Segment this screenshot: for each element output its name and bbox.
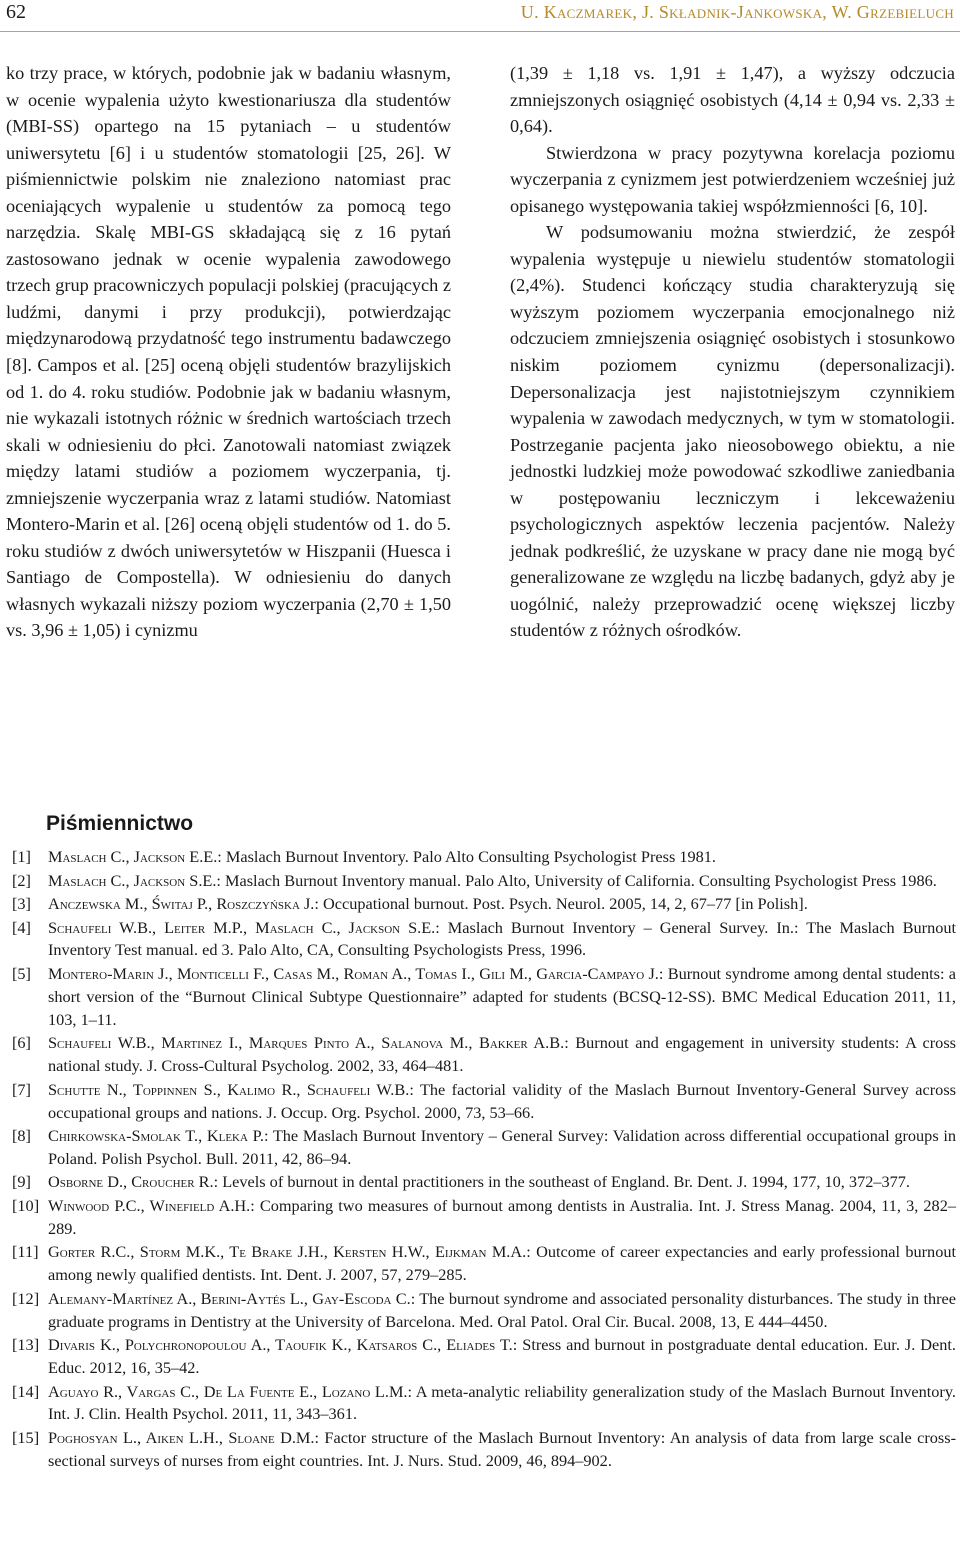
reference-text: : Burnout and engagement in university students: A cross national study. J. Cross-Cultural Psycholog. 2002, 33, 464–481. bbox=[48, 1033, 956, 1076]
reference-authors: Gorter R.C., Storm M.K., Te Brake J.H., Kersten H.W., Eijkman M.A. bbox=[48, 1242, 527, 1262]
reference-authors: Aguayo R., Vargas C., De La Fuente E., Lozano L.M. bbox=[48, 1381, 408, 1401]
reference-authors: Divaris K., Polychronopoulou A., Taoufik K., Katsaros C., Eliades T. bbox=[48, 1335, 513, 1355]
reference-number: [13] bbox=[12, 1335, 40, 1355]
reference-number: [15] bbox=[12, 1427, 40, 1447]
reference-text: : Levels of burnout in dental practitioners in the southeast of England. Br. Dent. J. 1994, 177, 10, 372–377. bbox=[213, 1172, 910, 1192]
reference-item bbox=[12, 1241, 956, 1287]
reference-item bbox=[12, 1381, 956, 1427]
reference-authors: Schaufeli W.B., Martinez I., Marques Pinto A., Salanova M., Bakker A.B. bbox=[48, 1033, 565, 1053]
header-rule bbox=[0, 31, 960, 32]
reference-text: : Maslach Burnout Inventory. Palo Alto Consulting Psychologist Press 1981. bbox=[217, 847, 716, 866]
reference-number: [9] bbox=[12, 1172, 31, 1192]
reference-text: : Stress and burnout in postgraduate dental education. Eur. J. Dent. Educ. 2012, 16, 35–42. bbox=[48, 1335, 956, 1378]
page-header bbox=[0, 0, 960, 32]
reference-number: [1] bbox=[12, 847, 31, 866]
reference-item bbox=[12, 1079, 956, 1125]
reference-text: : Comparing two measures of burnout among dentists in Australia. Int. J. Stress Manag. 2004, 11, 3, 282–289. bbox=[48, 1195, 956, 1238]
reference-item bbox=[12, 1334, 956, 1380]
reference-item bbox=[12, 963, 956, 1032]
reference-number: [4] bbox=[12, 917, 31, 937]
reference-item bbox=[12, 1032, 956, 1078]
reference-item bbox=[12, 1427, 956, 1473]
reference-number: [8] bbox=[12, 1126, 31, 1146]
paragraph: (1,39 ± 1,18 vs. 1,91 ± 1,47), a wyższy odczucia zmniejszonych osiągnięć osobistych (4,14 ± 0,94 vs. 2,33 ± 0,64). bbox=[510, 63, 955, 137]
reference-text: : The Maslach Burnout Inventory – General Survey: Validation across differential occupational groups in Poland. Polish Psychol. Bull. 2011, 42, 86–94. bbox=[48, 1126, 956, 1168]
reference-item bbox=[12, 1171, 956, 1194]
reference-text: : A meta-analytic reliability generalization study of the Maslach Burnout Inventory. Int. J. Clin. Health Psychol. 2011, 11, 343–361. bbox=[48, 1381, 957, 1424]
running-head-authors: U. Kaczmarek, J. Składnik-Jankowska, W. Grzebieluch bbox=[520, 2, 954, 22]
reference-authors: Schaufeli W.B., Leiter M.P., Maslach C., Jackson S.E. bbox=[48, 917, 436, 937]
reference-authors: Montero-Marin J., Monticelli F., Casas M., Roman A., Tomas I., Gili M., Garcia-Campayo J. bbox=[48, 963, 659, 983]
reference-text: : The burnout syndrome and associated personality disturbances. The study in three graduate programs in Dentistry at the University of Barcelona. Med. Oral Patol. Oral Cir. Bucal. 2008, 13, E 444–4450. bbox=[48, 1288, 956, 1331]
reference-number: [12] bbox=[12, 1288, 40, 1308]
reference-text: : Factor structure of the Maslach Burnout Inventory: An analysis of data from large scale cross-sectional surveys of nurses from eight countries. Int. J. Nurs. Stud. 2009, 46, 894–902. bbox=[48, 1427, 956, 1470]
reference-authors: Chirkowska-Smolak T., Kleka P. bbox=[48, 1126, 264, 1146]
reference-authors: Osborne D., Croucher R. bbox=[48, 1172, 214, 1192]
reference-item bbox=[12, 1125, 956, 1171]
reference-authors: Maslach C., Jackson S.E. bbox=[48, 870, 217, 890]
reference-number: [10] bbox=[12, 1195, 40, 1215]
reference-authors: Maslach C., Jackson E.E. bbox=[48, 847, 218, 866]
paragraph: W podsumowaniu można stwierdzić, że zespół wypalenia występuje u niewielu studentów stomatologii (2,4%). Studenci kończący studia charakteryzują się wyższym poziomem wyczerpania emocjonalnego niż odczuciem zmniejszenia osiągnięć osobistych i stosunkowo niskim poziomem cynizmu (depersonalizacji). Depersonalizacja jest najistotniejszym czynnikiem wypalenia w zawodach medycznych, w tym w stomatologii. Postrzeganie pacjenta jako nieosobowego obiektu, a nie jednostki ludzkiej może powodować szkodliwe zaniedbania w postępowaniu leczniczym i lekceważeniu psychologicznych aspektów leczenia pacjentów. Należy jednak podkreślić, że uzyskane w pracy dane nie mogą być generalizowane ze względu na liczbę badanych, gdyż aby je uogólnić, należy przeprowadzić ocenę większej liczby studentów z różnych ośrodków. bbox=[510, 222, 955, 641]
right-column bbox=[510, 60, 955, 644]
reference-text: : Occupational burnout. Post. Psych. Neurol. 2005, 14, 2, 67–77 [in Polish]. bbox=[314, 894, 808, 913]
reference-number: [2] bbox=[12, 870, 31, 890]
reference-authors: Schutte N., Toppinnen S., Kalimo R., Schaufeli W.B. bbox=[48, 1079, 410, 1099]
reference-number: [3] bbox=[12, 894, 31, 913]
reference-authors: Winwood P.C., Winefield A.H. bbox=[48, 1195, 251, 1215]
reference-authors: Anczewska M., Świtaj P., Roszczyńska J. bbox=[48, 894, 315, 913]
reference-item bbox=[12, 870, 956, 893]
reference-text: : Maslach Burnout Inventory – General Survey. In.: The Maslach Burnout Inventory Test manual. ed 3. Palo Alto, CA, Consulting Psychologists Press, 1996. bbox=[48, 917, 957, 960]
reference-number: [11] bbox=[12, 1242, 39, 1262]
page-number: 62 bbox=[6, 1, 26, 23]
reference-number: [6] bbox=[12, 1033, 31, 1053]
reference-text: : Outcome of career expectancies and early professional burnout among newly qualified dentists. Int. Dent. J. 2007, 57, 279–285. bbox=[48, 1242, 956, 1285]
references-list bbox=[12, 846, 956, 1473]
reference-number: [14] bbox=[12, 1381, 40, 1401]
references-heading: Piśmiennictwo bbox=[46, 812, 194, 835]
paragraph: ko trzy prace, w których, podobnie jak w badaniu własnym, w ocenie wypalenia użyto kwestionariusza dla studentów (MBI-SS) opartego na 15 pytaniach – u studentów uniwersytetu [6] i u studentów stomatologii [25, 26]. W piśmiennictwie polskim nie znaleziono natomiast prac oceniających wypalenie u studentów za pomocą tego narzędzia. Skalę MBI-GS składającą się z 16 pytań zastosowano jednak w ocenie wypalenia zawodowego trzech grup pracowniczych populacji polskiej (pracujących z ludźmi, danymi i przy produkcji), potwierdzając międzynarodową przydatność tego instrumentu badawczego [8]. Campos et al. [25] oceną objęli studentów brazylijskich od 1. do 4. roku studiów. Podobnie jak w badaniu własnym, nie wykazali istotnych różnic w średnich wartościach trzech skali w odniesieniu do płci. Zanotowali natomiast związek między latami studiów a poziomem wyczerpania, tj. zmniejszenie wyczerpania wraz z latami studiów. Natomiast Montero-Marin et al. [26] oceną objęli studentów od 1. do 5. roku studiów z dwóch uniwersytetów w Hiszpanii (Huesca i Santiago de Compostella). W odniesieniu do danych własnych wykazali niższy poziom wyczerpania (2,70 ± 1,50 vs. 3,96 ± 1,05) i cynizmu bbox=[6, 63, 451, 641]
reference-item bbox=[12, 917, 956, 963]
reference-authors: Poghosyan L., Aiken L.H., Sloane D.M. bbox=[48, 1427, 315, 1447]
paragraph: Stwierdzona w pracy pozytywna korelacja poziomu wyczerpania z cynizmem jest potwierdzeniem wcześniej już opisanego występowania takiej współzmienności [6, 10]. bbox=[510, 142, 955, 216]
reference-item bbox=[12, 846, 956, 869]
reference-number: [7] bbox=[12, 1079, 31, 1099]
reference-text: : Burnout syndrome among dental students: a short version of the “Burnout Clinical Subtype Questionnaire” adapted for students (BCSQ-12-SS). BMC Medical Education 2011, 11, 103, 1–11. bbox=[48, 963, 957, 1029]
reference-item bbox=[12, 893, 956, 916]
reference-text: : The factorial validity of the Maslach Burnout Inventory-General Survey across occupational groups and nations. J. Occup. Org. Psychol. 2000, 73, 53–66. bbox=[48, 1079, 956, 1122]
reference-text: : Maslach Burnout Inventory manual. Palo Alto, University of California. Consulting Psychologist Press 1986. bbox=[216, 870, 937, 890]
reference-authors: Alemany-Martínez A., Berini-Aytés L., Gay-Escoda C. bbox=[48, 1288, 411, 1308]
reference-number: [5] bbox=[12, 963, 31, 983]
reference-item bbox=[12, 1288, 956, 1334]
reference-item bbox=[12, 1195, 956, 1241]
left-column bbox=[6, 60, 451, 644]
